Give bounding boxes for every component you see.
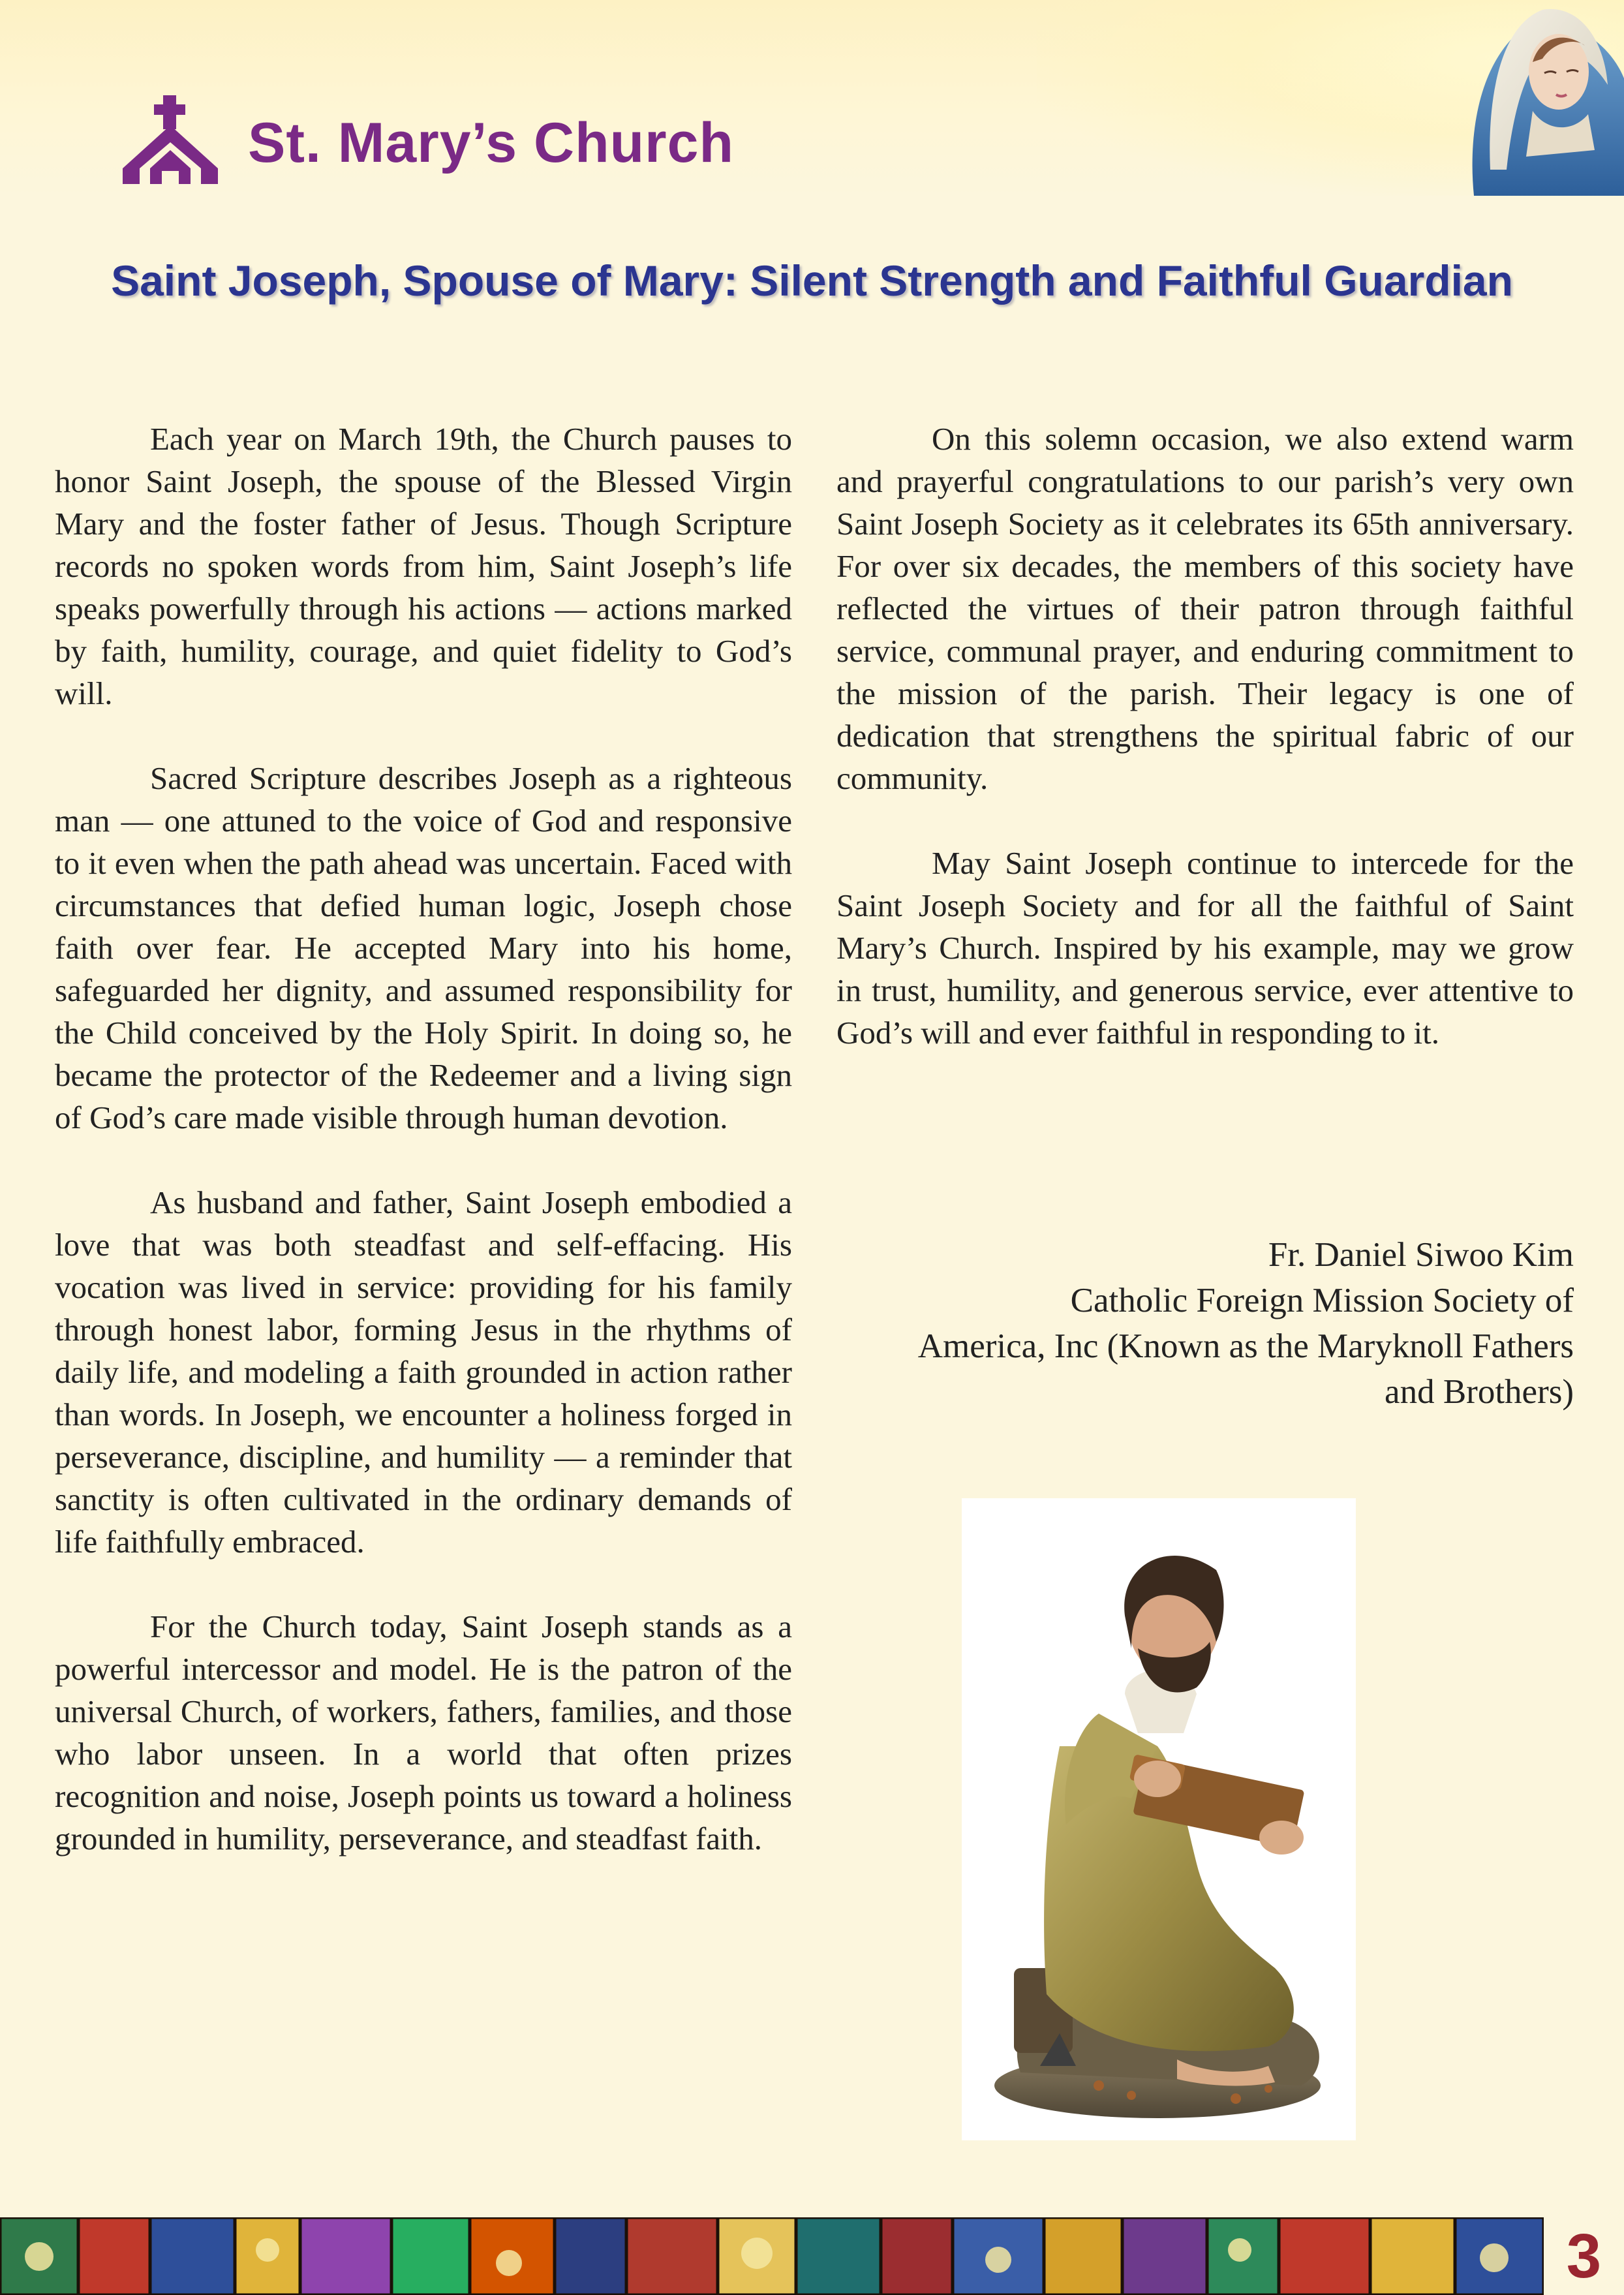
church-name: St. Mary’s Church (248, 112, 734, 174)
paragraph: For the Church today, Saint Joseph stands as a powerful intercessor and model. He is the patron of the universal Church, of workers, fathers, families, and those who labor unseen. In a world that often prizes recognition and noise, Joseph points us toward a holiness grounded in humility, perseverance, and steadfast faith. (55, 1609, 792, 1856)
stained-glass-banner (0, 2217, 1544, 2295)
paragraph: Sacred Scripture describes Joseph as a righteous man — one attuned to the voice of God and responsive to it even when the path ahead was uncertain. Faced with circumstances that defied human logic, Joseph chose faith over fear. He accepted Mary into his home, safeguarded her dignity, and assumed responsibility for the Child conceived by the Holy Spirit. In doing so, he became the protector of the Redeemer and a living sign of God’s care made visible through human devotion. (55, 760, 792, 1135)
saint-joseph-figure (962, 1498, 1356, 2140)
page-number: 3 (1544, 2217, 1624, 2295)
author-name: Fr. Daniel Siwoo Kim (1268, 1236, 1574, 1274)
saint-joseph-statue-image (962, 1498, 1356, 2140)
mary-statue-image (1428, 0, 1624, 196)
right-column (836, 418, 1574, 1096)
paragraph: Each year on March 19th, the Church pauses to honor Saint Joseph, the spouse of the Blessed Virgin Mary and the foster father of Jesus. Though Scripture records no spoken words from him, Saint Joseph’s life speaks powerfully through his actions — actions marked by faith, humility, courage, and quiet fidelity to God’s will. (55, 421, 792, 711)
page-header (0, 0, 1624, 196)
author-affiliation-line: Catholic Foreign Mission Society of (1070, 1282, 1574, 1319)
left-column (55, 418, 792, 1902)
author-affiliation-line: America, Inc (Known as the Maryknoll Fathers (917, 1327, 1574, 1365)
article-title: Saint Joseph, Spouse of Mary: Silent Strength and Faithful Guardian (111, 256, 1513, 305)
author-affiliation-line: and Brothers) (1385, 1373, 1574, 1411)
stained-glass-pattern (0, 2217, 1544, 2295)
paragraph: On this solemn occasion, we also extend warm and prayerful congratulations to our parish’s very own Saint Joseph Society as it celebrates its 65th anniversary. For over six decades, the members of this society have reflected the virtues of their patron through faithful service, communal prayer, and enduring commitment to the mission of the parish. Their legacy is one of dedication that strengthens the spiritual fabric of our community. (836, 421, 1574, 796)
paragraph: As husband and father, Saint Joseph embodied a love that was both steadfast and self-effacing. His vocation was lived in service: providing for his family through honest labor, forming Jesus in the rhythms of daily life, and modeling a faith grounded in action rather than words. In Joseph, we encounter a holiness forged in perseverance, discipline, and humility — a reminder that sanctity is often cultivated in the ordinary demands of life faithfully embraced. (55, 1184, 792, 1560)
author-signature (836, 1232, 1574, 1415)
church-cross-icon (123, 95, 218, 184)
paragraph: May Saint Joseph continue to intercede for the Saint Joseph Society and for all the faithful of Saint Mary’s Church. Inspired by his example, may we grow in trust, humility, and generous service, ever attentive to God’s will and ever faithful in responding to it. (836, 845, 1574, 1051)
